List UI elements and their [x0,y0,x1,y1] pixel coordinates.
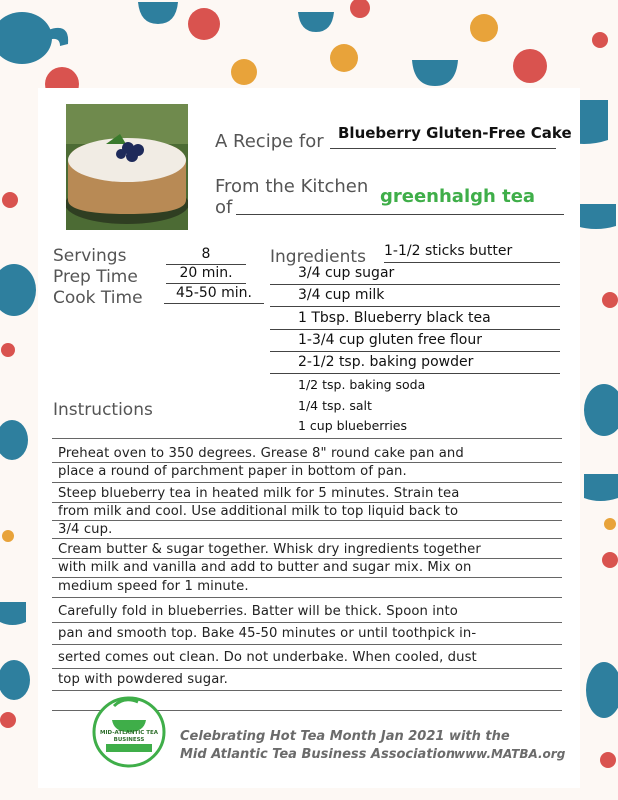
ingredient-line [384,262,560,263]
ruled-line [52,538,562,539]
instruction-line: Cream butter & sugar together. Whisk dry ingredients together [58,542,481,557]
kitchen-name: greenhalgh tea [380,186,536,207]
instruction-line: medium speed for 1 minute. [58,579,249,594]
recipe-name-line [330,148,556,149]
footer-line1: Celebrating Hot Tea Month Jan 2021 with the [180,729,510,744]
recipe-name: Blueberry Gluten-Free Cake [338,124,572,142]
footer-line2: Mid Atlantic Tea Business Association [180,747,456,762]
ruled-line [52,668,562,669]
ingredient-item: 1-1/2 sticks butter [384,243,513,259]
instruction-line: pan and smooth top. Bake 45-50 minutes or until toothpick in- [58,626,477,641]
instruction-line: with milk and vanilla and add to butter and sugar mix. Mix on [58,560,472,575]
ingredient-item: 3/4 cup milk [298,287,385,303]
matba-logo [92,690,166,770]
ingredient-item: 1/2 tsp. baking soda [298,377,426,392]
ruled-line [52,577,562,578]
ingredient-line [270,306,560,307]
ruled-line [52,644,562,645]
ingredient-item: 1 cup blueberries [298,418,408,433]
ruled-line [52,502,562,503]
ruled-line [52,622,562,623]
gold-flower-icon [231,14,498,85]
prep-time-line [166,283,246,284]
instruction-line: Steep blueberry tea in heated milk for 5 minutes. Strain tea [58,486,460,501]
ingredient-line [270,329,560,330]
ruled-line [52,438,562,439]
instruction-line: 3/4 cup. [58,522,113,537]
ingredient-line [270,284,560,285]
ingredient-item: 2-1/2 tsp. baking powder [298,354,474,370]
teapot-icon [0,12,68,64]
ingredient-item: 1/4 tsp. salt [298,398,372,413]
instruction-line: top with powdered sugar. [58,672,228,687]
servings-value: 8 [201,246,211,262]
logo-text: MID-ATLANTIC TEA BUSINESS [100,730,158,743]
instruction-line: Preheat oven to 350 degrees. Grease 8" round cake pan and [58,446,464,461]
instruction-line: place a round of parchment paper in bottom of pan. [58,464,407,479]
recipe-for-label: A Recipe for [215,131,324,152]
instruction-line: from milk and cool. Use additional milk to top liquid back to [58,504,459,519]
ingredients-label: Ingredients [270,247,366,267]
ruled-line [52,597,562,598]
instructions-label: Instructions [53,400,153,420]
cook-time-value: 45-50 min. [176,285,252,301]
cook-time-label: Cook Time [53,288,143,308]
ruled-line [52,558,562,559]
ingredient-item: 1 Tbsp. Blueberry black tea [298,310,491,326]
kitchen-name-line [236,214,564,215]
servings-label: Servings [53,246,127,266]
ingredient-line [270,373,560,374]
ingredient-item: 3/4 cup sugar [298,265,395,281]
footer-url: www.MATBA.org [454,747,566,761]
kitchen-label-line1: From the Kitchen [215,176,369,197]
ruled-line [52,482,562,483]
prep-time-value: 20 min. [179,265,233,281]
instruction-line: serted comes out clean. Do not underbake. When cooled, dust [58,650,477,665]
kitchen-label-line2: of [215,197,233,218]
cake-photo [66,104,188,230]
prep-time-label: Prep Time [53,267,138,287]
ruled-line [52,520,562,521]
ingredient-line [270,351,560,352]
ruled-line [52,462,562,463]
cook-time-line [164,303,264,304]
ingredient-item: 1-3/4 cup gluten free flour [298,332,482,348]
instruction-line: Carefully fold in blueberries. Batter will be thick. Spoon into [58,604,458,619]
